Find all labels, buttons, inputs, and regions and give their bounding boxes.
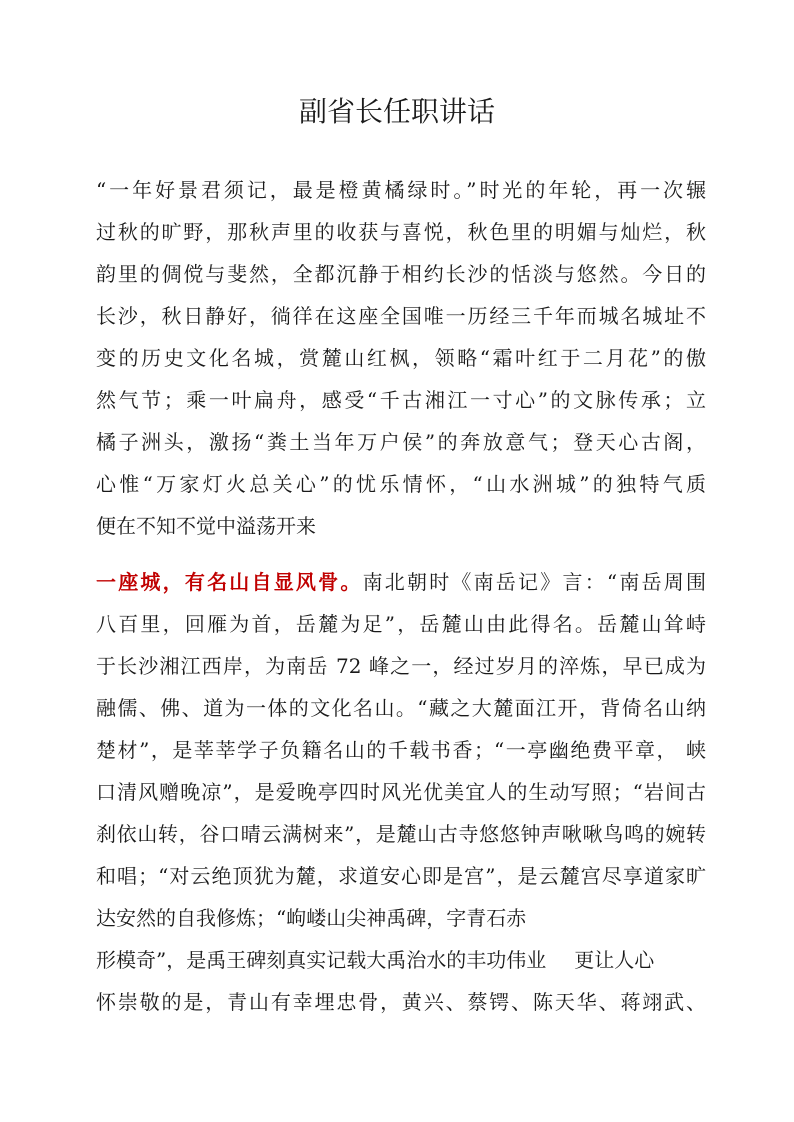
paragraph-1-line-7: 橘子洲头，激扬“粪土当年万户侯”的奔放意气；登天心古阁， bbox=[96, 430, 706, 454]
paragraph-1-line-8: 心惟“万家灯火总关心”的忧乐情怀，“山水洲城”的独特气质 bbox=[96, 472, 706, 496]
paragraph-1-line-2: 过秋的旷野，那秋声里的收获与喜悦，秋色里的明媚与灿烂，秋 bbox=[96, 220, 706, 244]
paragraph-1-line-6: 然气节；乘一叶扁舟，感受“千古湘江一寸心”的文脉传承；立 bbox=[96, 388, 706, 412]
paragraph-2-line-5: 楚材”，是莘莘学子负籍名山的千载书香；“一亭幽绝费平章， 峡 bbox=[96, 738, 706, 762]
paragraph-1-line-9: 便在不知不觉中溢荡开来 bbox=[96, 514, 316, 538]
paragraph-1-line-3: 韵里的倜傥与斐然，全都沉静于相约长沙的恬淡与悠然。今日的 bbox=[96, 262, 706, 286]
paragraph-2-line-1 bbox=[96, 568, 706, 596]
paragraph-1-line-5: 变的历史文化名城，赏麓山红枫，领略“霜叶红于二月花”的傲 bbox=[96, 346, 706, 370]
paragraph-2-line-10-text-b: 更让人心 bbox=[574, 948, 655, 972]
paragraph-2-line-10 bbox=[96, 946, 706, 974]
paragraph-2-line-6: 口清风赠晚凉”，是爱晚亭四时风光优美宜人的生动写照；“岩间古 bbox=[96, 780, 706, 804]
paragraph-2-line-8: 和唱；“对云绝顶犹为麓，求道安心即是宫”，是云麓宫尽享道家旷 bbox=[96, 864, 706, 888]
paragraph-2-line-7: 刹依山转，谷口晴云满树来”，是麓山古寺悠悠钟声啾啾鸟鸣的婉转 bbox=[96, 822, 706, 846]
paragraph-2-line-9: 达安然的自我修炼；“岣嵝山尖神禹碑，字青石赤 bbox=[96, 906, 527, 930]
paragraph-2-line-10-text-a: 形模奇”，是禹王碑刻真实记载大禹治水的丰功伟业 bbox=[96, 948, 547, 972]
section-heading: 一座城，有名山自显风骨。 bbox=[96, 570, 363, 594]
paragraph-1-line-1: “一年好景君须记，最是橙黄橘绿时。”时光的年轮，再一次辗 bbox=[96, 178, 706, 202]
paragraph-2-line-2: 八百里，回雁为首，岳麓为足”，岳麓山由此得名。岳麓山耸峙 bbox=[96, 612, 706, 636]
paragraph-2-line-3: 于长沙湘江西岸，为南岳 72 峰之一，经过岁月的淬炼，早已成为 bbox=[96, 654, 706, 678]
page-title: 副省长任职讲话 bbox=[298, 95, 495, 128]
paragraph-2-line-4: 融儒、佛、道为一体的文化名山。“藏之大麓面江开，背倚名山纳 bbox=[96, 696, 706, 720]
paragraph-1-line-4: 长沙，秋日静好，徜徉在这座全国唯一历经三千年而城名城址不 bbox=[96, 304, 706, 328]
paragraph-2-line-11: 怀崇敬的是，青山有幸埋忠骨，黄兴、蔡锷、陈天华、蒋翊武、 bbox=[96, 990, 706, 1014]
paragraph-2-line-1-text: 南北朝时《南岳记》言：“南岳周围 bbox=[362, 570, 706, 594]
